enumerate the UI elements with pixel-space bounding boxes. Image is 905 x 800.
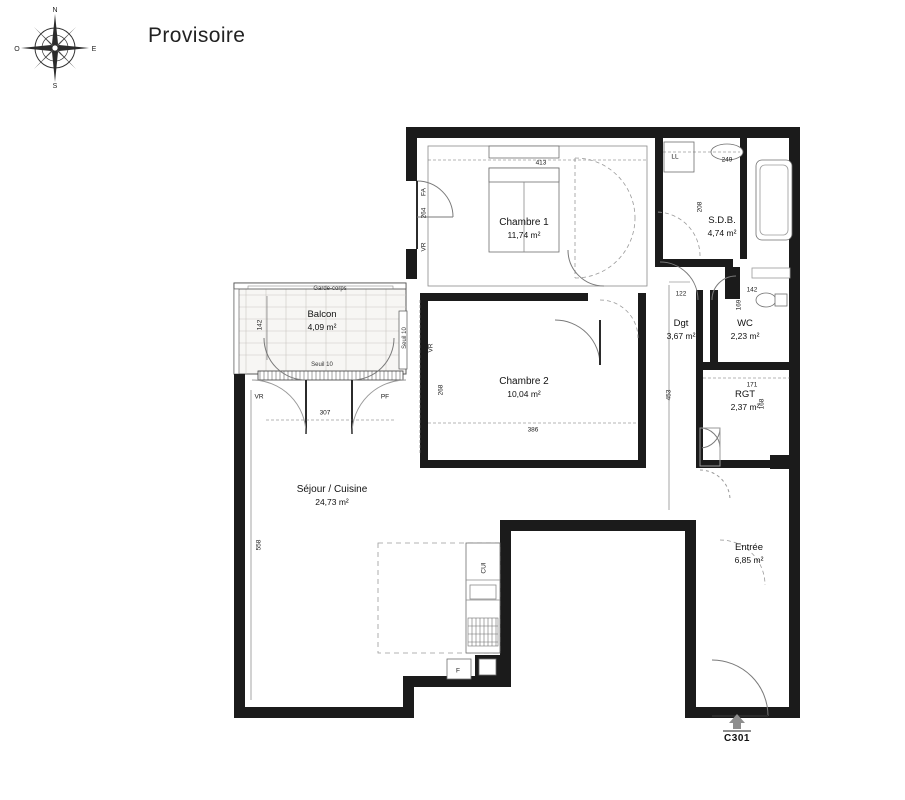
room-name: RGT <box>734 389 756 400</box>
room-label-wc <box>731 318 760 342</box>
appliance-label-f: F <box>456 667 460 675</box>
dimension-text: PF <box>380 393 390 401</box>
dimension-text: FA <box>420 188 428 196</box>
dimension-text: 169 <box>735 299 743 311</box>
room-area: 10,04 m² <box>507 389 541 399</box>
appliance-label-ll: LL <box>671 153 679 161</box>
unit-code-label: C301 <box>724 733 750 744</box>
page-title: Provisoire <box>148 24 246 47</box>
room-name: Balcon <box>307 309 337 320</box>
seuil-label: Seuil 10 <box>311 362 333 368</box>
room-name: Dgt <box>673 318 689 329</box>
garde-corps-label: Garde-corps <box>313 286 347 292</box>
compass-south-label: S <box>52 83 58 90</box>
room-name: Entrée <box>734 542 763 553</box>
room-area: 4,09 m² <box>307 322 337 332</box>
dimension-text: 264 <box>420 207 428 219</box>
room-label-entree <box>735 542 764 566</box>
room-area: 4,74 m² <box>707 228 737 238</box>
room-area: 11,74 m² <box>507 230 541 240</box>
compass-north-label: N <box>52 7 58 14</box>
dimension-text: 453 <box>665 389 673 401</box>
room-name: Séjour / Cuisine <box>296 484 368 495</box>
room-area: 24,73 m² <box>315 497 349 507</box>
dimension-text: 122 <box>675 290 687 298</box>
dimension-text: VR <box>427 343 435 353</box>
room-label-dgt <box>667 318 696 342</box>
room-area: 6,85 m² <box>734 555 764 565</box>
appliance-label-cui: CUI <box>480 562 488 574</box>
room-label-chambre1 <box>499 217 548 241</box>
room-label-chambre2 <box>499 376 548 400</box>
dimension-text: 168 <box>758 398 766 410</box>
dimension-text: 386 <box>527 426 539 434</box>
dimension-text: 249 <box>721 156 733 164</box>
dimension-text: 413 <box>535 159 547 167</box>
room-area: 3,67 m² <box>666 331 696 341</box>
room-label-sejour-cuisine <box>297 484 368 508</box>
dimension-text: 307 <box>319 409 331 417</box>
dimension-text: 171 <box>746 381 758 389</box>
interior-walls <box>420 138 790 468</box>
dimension-text: VR <box>254 393 264 401</box>
dimension-text: 268 <box>437 384 445 396</box>
room-name: Chambre 2 <box>499 376 549 387</box>
compass-west-label: O <box>14 46 20 53</box>
room-name: WC <box>737 318 753 329</box>
room-name: Chambre 1 <box>499 217 549 228</box>
dimension-text: 558 <box>255 539 263 551</box>
dimension-text: 208 <box>696 201 704 213</box>
room-area: 2,23 m² <box>730 331 760 341</box>
dimension-text: 142 <box>256 319 264 331</box>
room-area: 2,37 m² <box>730 402 760 412</box>
room-label-rgt <box>731 389 760 413</box>
dimension-text: 142 <box>746 286 758 294</box>
compass-east-label: E <box>91 46 97 53</box>
dimension-text: VR <box>420 242 428 252</box>
seuil-label: Seuil 10 <box>402 327 408 349</box>
room-label-balcon <box>307 309 336 333</box>
room-label-sdb <box>708 215 737 239</box>
room-name: S.D.B. <box>708 215 736 226</box>
